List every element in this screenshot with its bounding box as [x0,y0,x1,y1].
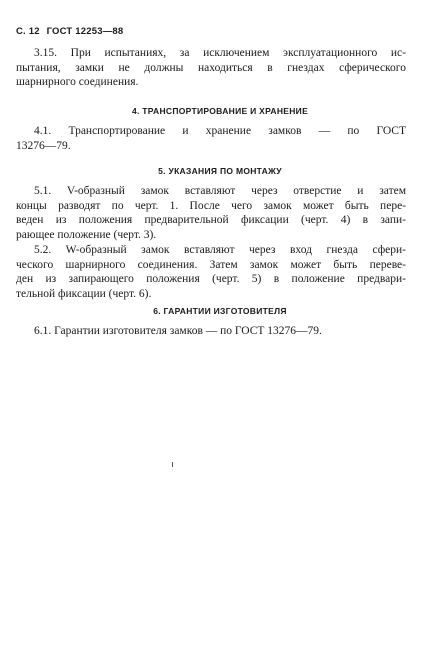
text-line: 4.1. Транспортирование и хранение замков — по ГОСТ [34,125,406,137]
section-title-5: 5. УКАЗАНИЯ ПО МОНТАЖУ [158,166,282,176]
paragraph-6-1 [16,324,406,339]
section-title-4: 4. ТРАНСПОРТИРОВАНИЕ И ХРАНЕНИЕ [131,106,309,116]
paragraph-5-2 [16,243,406,301]
text-line: 5.1. V-образный замок вставляют через отверстие и затем [34,185,406,197]
text-line: тельной фиксации (черт. 6). [16,287,152,300]
section-title-6: 6. ГАРАНТИИ ИЗГОТОВИТЕЛЯ [153,306,287,316]
text-line: 13276—79. [16,139,71,152]
paragraph-5-1 [16,184,406,242]
text-line: рающее положение (черт. 3). [16,228,157,241]
text-line: концы разводят по черт. 1. После чего замок может быть пере- [16,199,406,212]
text-line: шарнирного соединения. [16,76,139,88]
standard-number: ГОСТ 12253—88 [46,26,124,37]
text-line: пытания, замки не должны находиться в гнездах сферического [16,61,406,74]
scan-artifact-mark [172,462,173,467]
text-line: ден из запирающего положения (черт. 5) в положение предвари- [16,273,406,285]
text-line: 5.2. W-образный замок вставляют через вход гнезда сфери- [34,244,406,256]
page-number: С. 12 [16,26,40,37]
paragraph-4-1 [16,124,406,153]
text-line: 6.1. Гарантии изготовителя замков — по ГОСТ 13276—79. [34,325,322,337]
text-line: веден из положения предварительной фиксации (черт. 4) в запи- [16,214,406,226]
paragraph-3-15 [16,46,406,90]
text-line: ческого шарнирного соединения. Затем замок может быть переве- [16,258,406,271]
text-line: 3.15. При испытаниях, за исключением эксплуатационного ис- [34,47,406,59]
page-header [16,26,123,37]
